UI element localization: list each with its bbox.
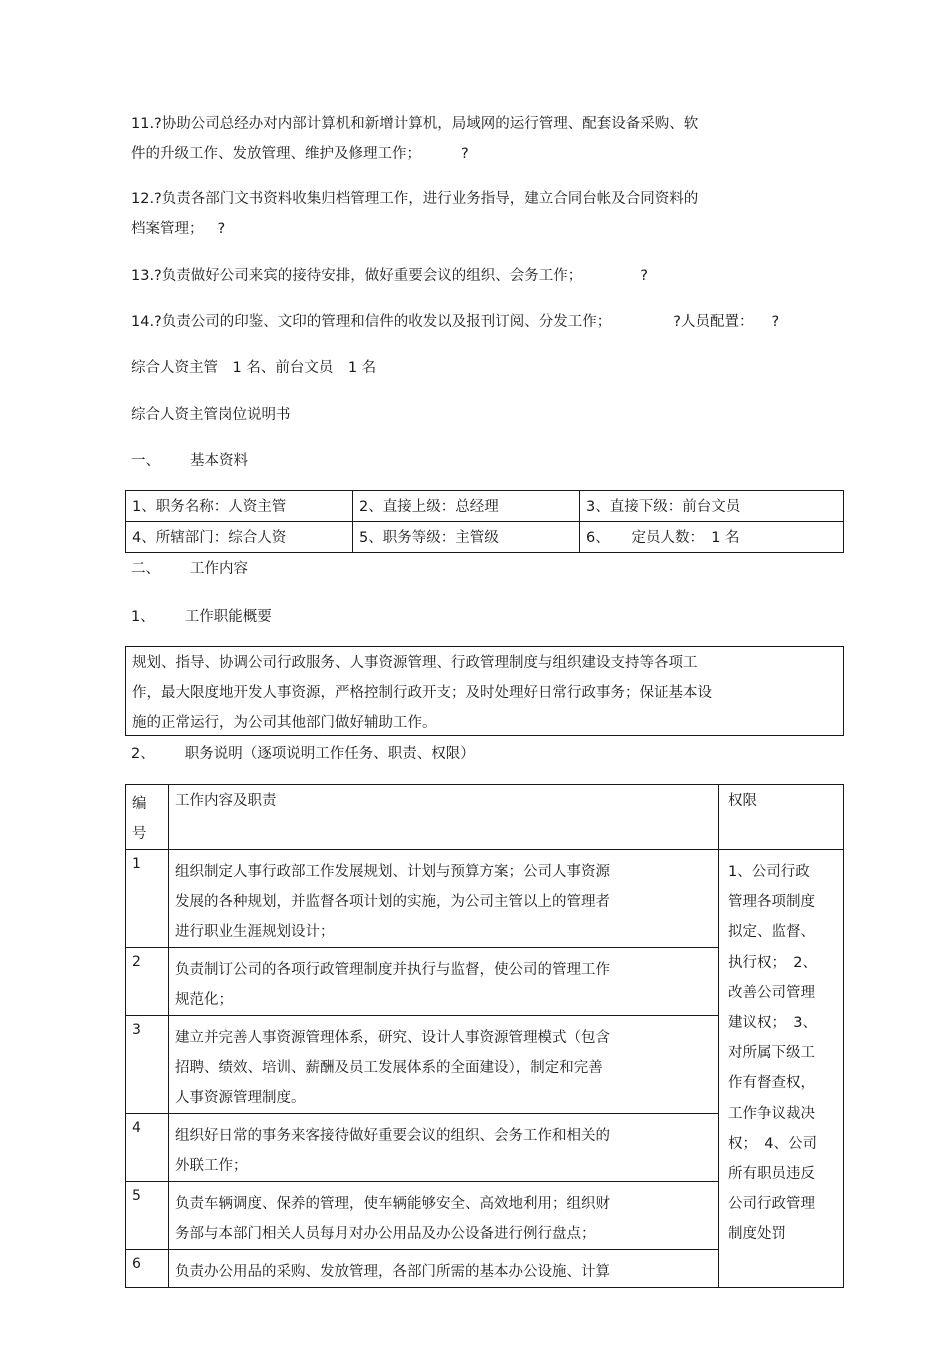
section-number: 2、 bbox=[131, 746, 155, 762]
row-content: 建立并完善人事资源管理体系，研究、设计人事资源管理模式（包含 招聘、绩效、培训、薪酬及员工发展体系的全面建设），制定和完善 人事资源管理制度。 bbox=[169, 1016, 719, 1114]
placeholder-mark: ? bbox=[217, 221, 226, 237]
table-row bbox=[126, 522, 844, 553]
placeholder-mark: ? bbox=[461, 146, 469, 162]
header-permissions: 权限 bbox=[719, 785, 844, 850]
table-cell: 3、直接下级：前台文员 bbox=[580, 491, 844, 522]
header-content: 工作内容及职责 bbox=[169, 785, 719, 850]
item-11-line-1: 11.?协助公司总经办对内部计算机和新增计算机，局域网的运行管理、配套设备采购、软 bbox=[131, 116, 699, 132]
section-work-content-heading bbox=[131, 559, 248, 579]
table-cell: 5、职务等级：主管级 bbox=[353, 522, 580, 553]
summary-box bbox=[125, 646, 844, 736]
row-number: 6 bbox=[126, 1250, 169, 1288]
row-content: 负责车辆调度、保养的管理，使车辆能够安全、高效地利用；组织财 务部与本部门相关人员每月对办公用品及办公设备进行例行盘点； bbox=[169, 1182, 719, 1250]
document-title: 综合人资主管岗位说明书 bbox=[131, 407, 291, 423]
permissions-cell: 1、公司行政 管理各项制度 拟定、监督、 执行权； 2、 改善公司管理 建议权； 3、 对所属下级工 作有督查权， 工作争议裁决 权； 4、公司 所有职员违反 公司行政管理 制度处罚 bbox=[719, 850, 844, 1288]
section-number: 1、 bbox=[131, 609, 155, 625]
table-cell: 4、所辖部门：综合人资 bbox=[126, 522, 353, 553]
duties-table bbox=[125, 784, 844, 1288]
item-14 bbox=[131, 312, 779, 332]
summary-line: 作，最大限度地开发人事资源，严格控制行政开支；及时处理好日常行政事务；保证基本设 bbox=[132, 685, 712, 701]
basic-info-table bbox=[125, 490, 844, 553]
staffing-line: 综合人资主管 1 名、前台文员 1 名 bbox=[131, 360, 377, 376]
section-title: 基本资料 bbox=[190, 453, 248, 469]
row-content: 负责制订公司的各项行政管理制度并执行与监督，使公司的管理工作 规范化； bbox=[169, 948, 719, 1016]
section-number: 二、 bbox=[131, 561, 160, 577]
item-12-line-1: 12.?负责各部门文书资料收集归档管理工作，进行业务指导，建立合同台帐及合同资料的 bbox=[131, 191, 699, 207]
placeholder-mark: ? bbox=[771, 314, 780, 330]
table-row bbox=[126, 491, 844, 522]
header-number: 编 号 bbox=[126, 785, 169, 850]
item-11-line-2 bbox=[131, 144, 469, 164]
item-13-text: 13.?负责做好公司来宾的接待安排，做好重要会议的组织、会务工作； bbox=[131, 268, 583, 284]
section-title: 工作职能概要 bbox=[184, 609, 272, 625]
section-number: 一、 bbox=[131, 453, 160, 469]
staffing-heading: ?人员配置： bbox=[673, 314, 754, 330]
subsection-summary-heading bbox=[131, 607, 272, 627]
section-title: 职务说明（逐项说明工作任务、职责、权限） bbox=[184, 746, 475, 762]
summary-line: 施的正常运行，为公司其他部门做好辅助工作。 bbox=[132, 715, 437, 731]
item-12-line-2 bbox=[131, 219, 225, 239]
table-cell: 2、直接上级：总经理 bbox=[353, 491, 580, 522]
table-cell: 6、 定员人数： 1 名 bbox=[580, 522, 844, 553]
item-11-text: 件的升级工作、发放管理、维护及修理工作； bbox=[131, 146, 421, 162]
row-content: 组织制定人事行政部工作发展规划、计划与预算方案；公司人事资源 发展的各种规划，并监督各项计划的实施，为公司主管以上的管理者 进行职业生涯规划设计； bbox=[169, 850, 719, 948]
row-number: 5 bbox=[126, 1182, 169, 1250]
row-content: 负责办公用品的采购、发放管理，各部门所需的基本办公设施、计算 bbox=[169, 1250, 719, 1288]
section-title: 工作内容 bbox=[190, 561, 248, 577]
summary-line: 规划、指导、协调公司行政服务、人事资源管理、行政管理制度与组织建设支持等各项工 bbox=[132, 655, 698, 671]
row-number: 4 bbox=[126, 1114, 169, 1182]
item-12-text: 档案管理； bbox=[131, 221, 204, 237]
item-13 bbox=[131, 266, 648, 286]
row-number: 2 bbox=[126, 948, 169, 1016]
placeholder-mark: ? bbox=[640, 268, 648, 284]
section-basic-info-heading bbox=[131, 451, 248, 471]
subsection-duties-heading bbox=[131, 744, 475, 764]
row-number: 3 bbox=[126, 1016, 169, 1114]
item-14-text: 14.?负责公司的印鉴、文印的管理和信件的收发以及报刊订阅、分发工作； bbox=[131, 314, 612, 330]
row-content: 组织好日常的事务来客接待做好重要会议的组织、会务工作和相关的 外联工作； bbox=[169, 1114, 719, 1182]
table-row bbox=[126, 850, 844, 948]
table-header-row bbox=[126, 785, 844, 850]
table-cell: 1、职务名称：人资主管 bbox=[126, 491, 353, 522]
row-number: 1 bbox=[126, 850, 169, 948]
